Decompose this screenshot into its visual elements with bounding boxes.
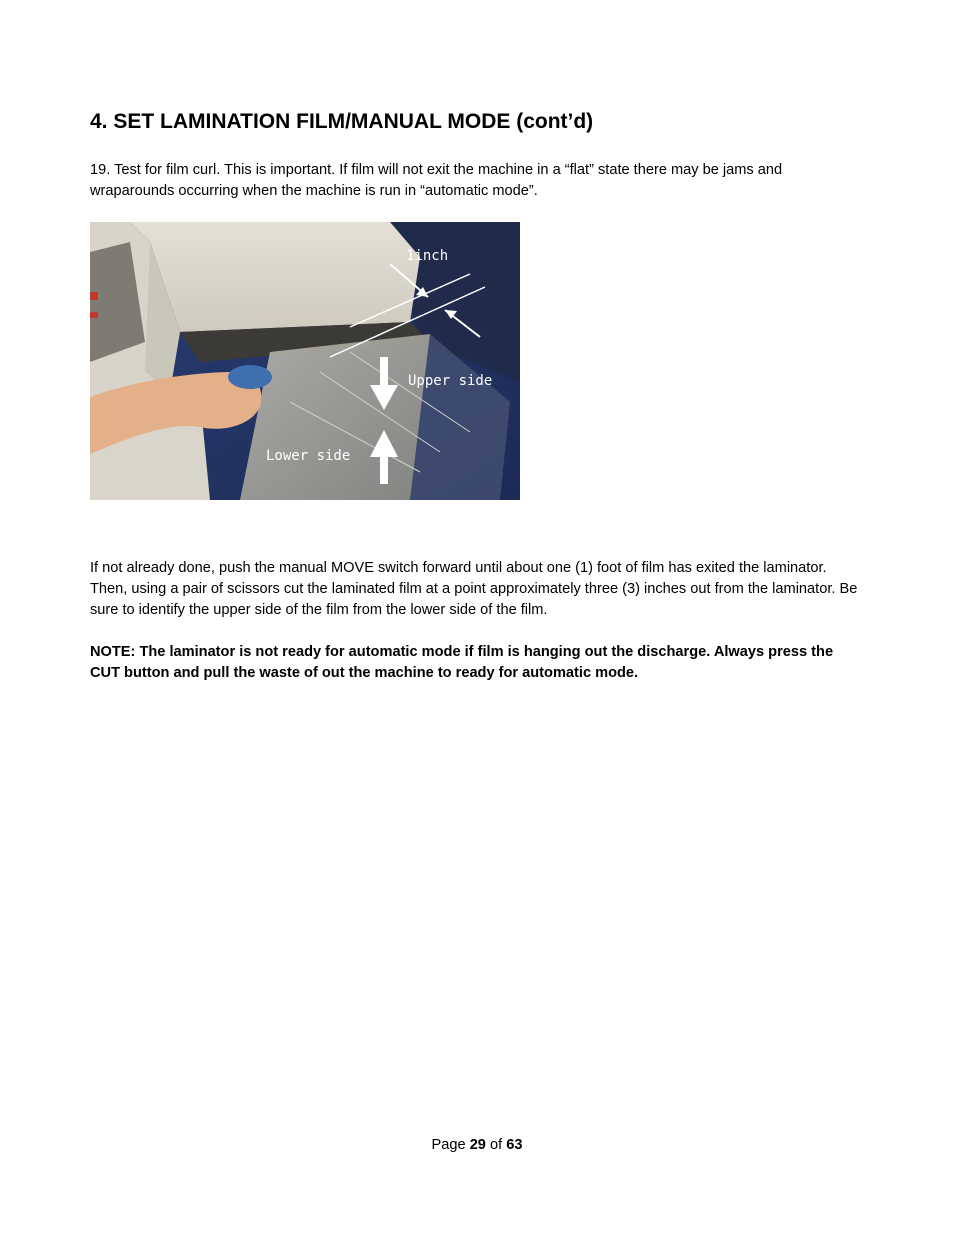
instruction-text: If not already done, push the manual MOVE switch forward until about one (1) foot of film has exited the laminator. Then, using a pair of scissors cut the laminated film at a point approximately three (3) inches out from the laminator. Be sure to identify the upper side of the film from the lower side of the film. [90,560,858,618]
label-lower-side: Lower side [266,448,351,464]
step-19-text: 19. Test for film curl. This is important. If film will not exit the machine in a “flat” state there may be jams and wraparounds occurring when the machine is run in “automatic mode”. [90,162,783,199]
label-1inch: 1inch [406,248,449,264]
label-upper-side: Upper side [408,373,493,389]
page-footer [0,1137,954,1153]
film-curl-photo [90,222,520,500]
page-heading: 4. SET LAMINATION FILM/MANUAL MODE (cont’d) [90,110,594,133]
footer-total-pages: 63 [506,1137,523,1153]
footer-of: of [485,1137,507,1153]
note-text: NOTE: The laminator is not ready for automatic mode if film is hanging out the discharge. Always press the CUT button and pull the waste of out the machine to ready for automatic mode. [90,644,834,681]
footer-current-page: 29 [469,1137,486,1153]
footer-prefix: Page [431,1137,470,1153]
